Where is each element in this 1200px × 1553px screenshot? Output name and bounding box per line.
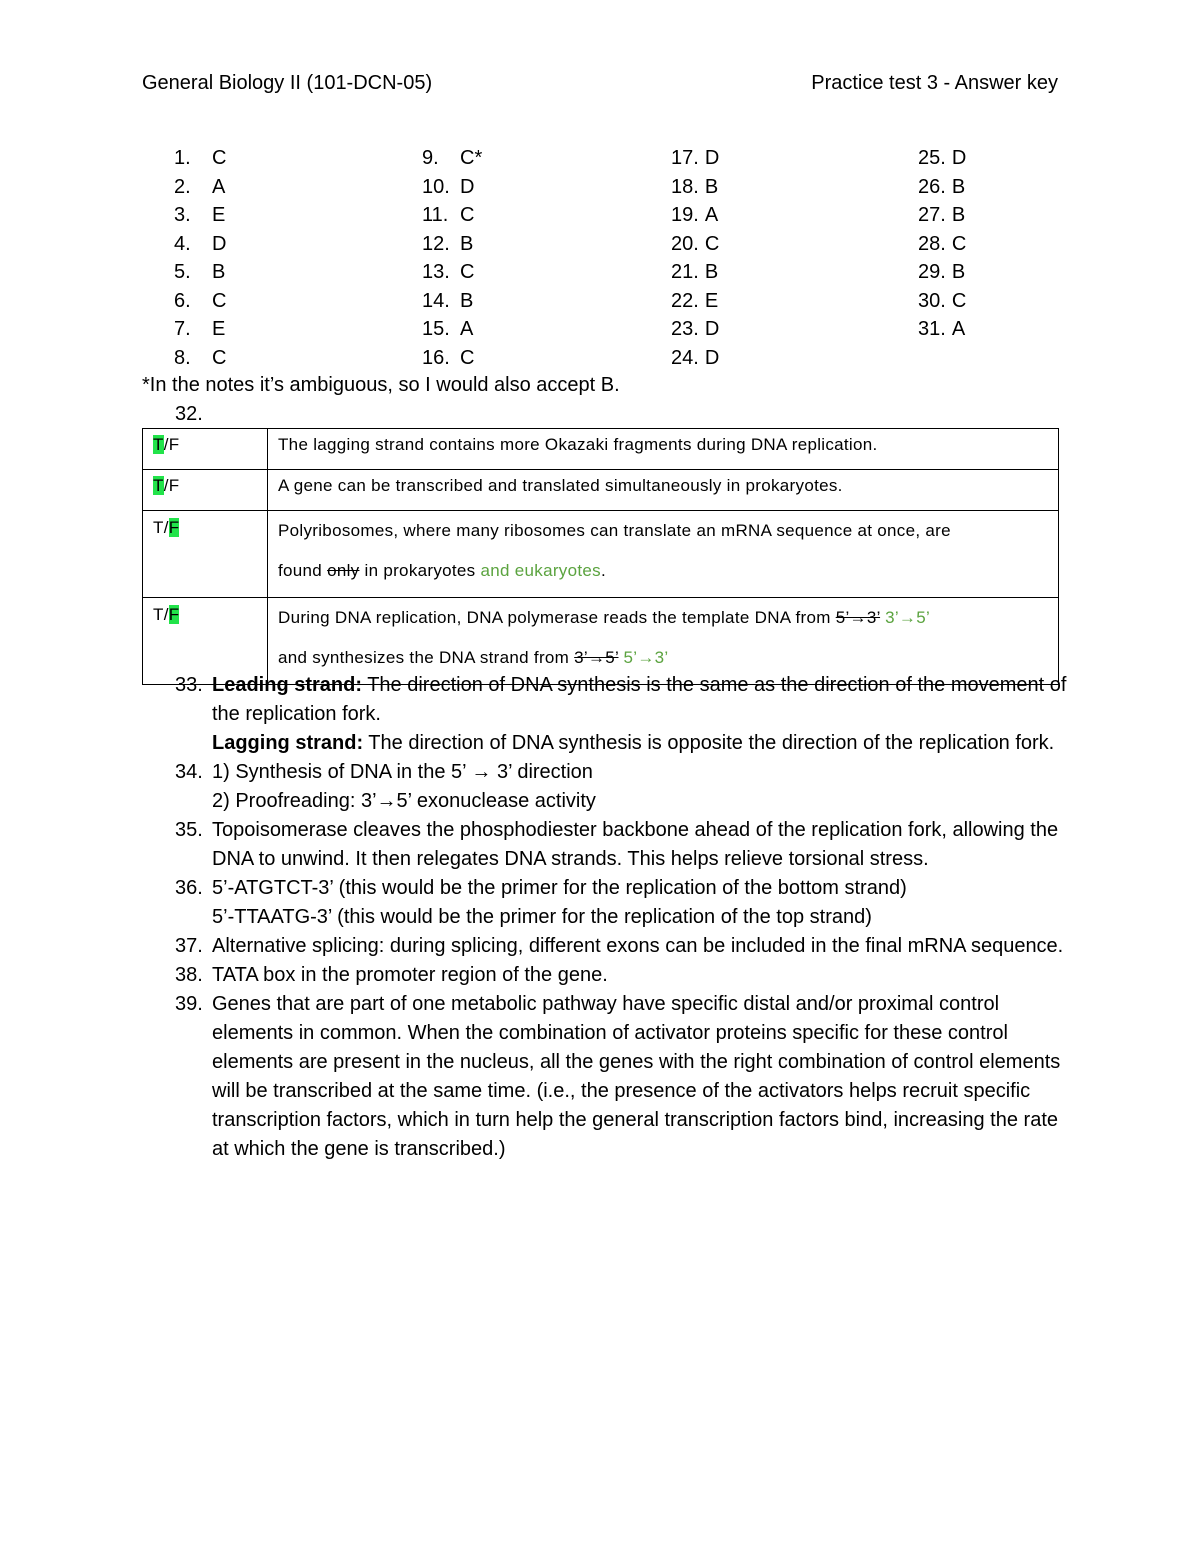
mc-question-number: 10. <box>422 175 450 198</box>
struck-text: 5’→3’ <box>835 608 881 627</box>
mc-answer <box>918 287 966 316</box>
mc-answer <box>918 258 966 287</box>
correction-text: and eukaryotes <box>480 561 601 580</box>
mc-answer-letter: B <box>460 232 474 255</box>
mc-question-number: 18. <box>671 175 699 198</box>
mc-answer <box>422 344 482 373</box>
mc-question-number: 4. <box>174 232 191 255</box>
mc-question-number: 29. <box>918 261 946 283</box>
mc-answer-letter: B <box>951 175 966 198</box>
mc-answer-letter: D <box>704 147 720 169</box>
mc-answer <box>174 258 226 287</box>
mc-answer-letter: C <box>704 232 720 255</box>
mc-answer-letter: C <box>460 204 475 226</box>
mc-answer <box>422 173 482 202</box>
mc-column-1 <box>174 144 226 372</box>
mc-answer <box>174 287 226 316</box>
mc-answer-letter: B <box>212 261 226 283</box>
tf-statement: A gene can be transcribed and translated simultaneously in prokaryotes. <box>268 470 1059 511</box>
leading-strand-label: Leading strand: <box>212 674 363 696</box>
mc-question-number: 6. <box>174 289 191 312</box>
mc-question-number: 31. <box>918 318 946 340</box>
tf-choice: T/F <box>143 511 268 598</box>
mc-question-number: 23. <box>671 318 699 340</box>
mc-answer-letter: D <box>951 147 967 169</box>
mc-answer-letter: D <box>704 318 720 340</box>
mc-column-3 <box>671 144 719 372</box>
written-answers <box>175 671 1075 1164</box>
correction-text: 5’→3’ <box>618 648 669 667</box>
mc-question-number: 27. <box>918 204 946 226</box>
mc-question-number: 7. <box>174 318 191 340</box>
tf-statement: The lagging strand contains more Okazaki fragments during DNA replication. <box>268 429 1059 470</box>
mc-answer-letter: C* <box>460 147 483 169</box>
mc-answer <box>918 315 966 344</box>
mc-answer-letter: A <box>951 318 966 340</box>
tf-row <box>143 429 1059 470</box>
answer-35: 35. Topoisomerase cleaves the phosphodiester backbone ahead of the replication fork, allowing the DNA to unwind. It then relegates DNA strands. This helps relieve torsional stress. <box>175 819 1059 870</box>
mc-question-number: 11. <box>422 204 449 226</box>
mc-answer <box>422 144 482 173</box>
mc-answer-letter: C <box>212 346 227 369</box>
mc-question-number: 30. <box>918 289 946 312</box>
mc-answer <box>422 287 482 316</box>
tf-true-selected: T <box>153 476 164 495</box>
mc-answer-letter: D <box>212 232 227 255</box>
mc-question-number: 8. <box>174 346 191 369</box>
tf-true-selected: T <box>153 435 164 454</box>
mc-answer-letter: B <box>951 261 966 283</box>
mc-question-number: 5. <box>174 261 191 283</box>
mc-answer-letter: C <box>951 289 967 312</box>
course-title: General Biology II (101-DCN-05) <box>142 72 433 94</box>
mc-question-number: 14. <box>422 289 450 312</box>
mc-answer <box>918 144 966 173</box>
mc-answer <box>671 315 719 344</box>
mc-answer <box>918 230 966 259</box>
tf-statement: Polyribosomes, where many ribosomes can translate an mRNA sequence at once, are found only in prokaryotes and eukaryotes. <box>268 511 1059 598</box>
mc-answer <box>174 230 226 259</box>
mc-answer <box>671 144 719 173</box>
mc-answer-letter: B <box>951 204 966 226</box>
mc-answer <box>174 344 226 373</box>
mc-question-number: 28. <box>918 232 946 255</box>
lagging-strand-label: Lagging strand: <box>212 732 364 754</box>
mc-question-number: 25. <box>918 147 946 169</box>
correction-text: 3’→5’ <box>880 608 931 627</box>
tf-row <box>143 511 1059 598</box>
mc-answer-letter: B <box>460 289 474 312</box>
mc-answer-letter: B <box>704 175 719 198</box>
question-32-label: 32. <box>175 403 203 425</box>
mc-answer-letter: A <box>212 175 226 198</box>
mc-answer <box>174 173 226 202</box>
mc-answer <box>918 201 966 230</box>
mc-answer <box>671 287 719 316</box>
tf-row <box>143 470 1059 511</box>
mc-question-number: 21. <box>671 261 699 283</box>
mc-column-2 <box>422 144 482 372</box>
mc-answer <box>671 201 719 230</box>
tf-choice: T/F <box>143 429 268 470</box>
mc-question-number: 24. <box>671 346 699 369</box>
mc-answer <box>918 173 966 202</box>
mc-answer-letter: E <box>704 289 719 312</box>
mc-question-number: 13. <box>422 261 450 283</box>
mc-question-number: 22. <box>671 289 699 312</box>
mc-answer <box>422 315 482 344</box>
mc-answer-letter: B <box>704 261 719 283</box>
mc-question-number: 26. <box>918 175 946 198</box>
answer-39: 39. Genes that are part of one metabolic pathway have specific distal and/or proximal control elements in common. When the combination of activator proteins specific for these control elements are present in the nucleus, all the genes with the right combination of control elements will be transcribed at the same time. (i.e., the presence of the activators helps recruit specific transcription factors, which in turn help the general transcription factors bind, increasing the rate at which the gene is transcribed.) <box>175 993 1061 1160</box>
true-false-table <box>142 428 1059 685</box>
mc-answer-letter: A <box>460 318 474 340</box>
mc-question-number: 17. <box>671 147 699 169</box>
struck-text: 3’→5’ <box>574 648 619 667</box>
mc-column-4 <box>918 144 966 344</box>
mc-answer-letter: A <box>704 204 719 226</box>
mc-question-number: 16. <box>422 346 450 369</box>
mc-question-number: 2. <box>174 175 191 198</box>
mc-answer <box>174 144 226 173</box>
mc-question-number: 9. <box>422 147 439 169</box>
mc-answer-letter: E <box>212 204 226 226</box>
mc-answer-letter: C <box>951 232 967 255</box>
mc-answer-letter: C <box>212 289 227 312</box>
mc-answer-letter: C <box>212 147 227 169</box>
answer-37: 37. Alternative splicing: during splicing, different exons can be included in the final mRNA sequence. <box>175 935 1064 957</box>
document-title: Practice test 3 - Answer key <box>811 72 1058 94</box>
mc-question-number: 1. <box>174 147 191 169</box>
answer-36: 36. 5’-ATGTCT-3’ (this would be the primer for the replication of the bottom strand) 5’-TTAATG-3’ (this would be the primer for the replication of the top strand) <box>175 877 907 928</box>
mc-answer <box>174 201 226 230</box>
mc-answer <box>422 258 482 287</box>
mc-answer-letter: D <box>704 346 720 369</box>
mc-question-number: 19. <box>671 204 699 226</box>
mc-answer <box>671 258 719 287</box>
tf-choice: T/F <box>143 598 268 685</box>
tf-false-selected: F <box>168 518 180 537</box>
answer-33: 33. Leading strand: The direction of DNA synthesis is the same as the direction of the movement of the replication fork. Lagging strand: The direction of DNA synthesis is opposite the direction of the replication fork. <box>175 674 1067 754</box>
mc-question-number: 3. <box>174 204 191 226</box>
ambiguity-note: *In the notes it’s ambiguous, so I would also accept B. <box>142 374 620 396</box>
mc-answer <box>671 173 719 202</box>
mc-answer-letter: C <box>460 261 475 283</box>
answer-34: 34. 1) Synthesis of DNA in the 5’ → 3’ direction 2) Proofreading: 3’→5’ exonuclease activity <box>175 761 596 812</box>
mc-answer <box>671 344 719 373</box>
answer-38: 38. TATA box in the promoter region of the gene. <box>175 964 608 986</box>
mc-question-number: 12. <box>422 232 450 255</box>
mc-answer-letter: E <box>212 318 226 340</box>
mc-answer <box>422 201 482 230</box>
mc-answer <box>671 230 719 259</box>
mc-question-number: 20. <box>671 232 699 255</box>
tf-choice: T/F <box>143 470 268 511</box>
mc-answer-letter: D <box>460 175 475 198</box>
mc-answer <box>422 230 482 259</box>
tf-statement: During DNA replication, DNA polymerase reads the template DNA from 5’→3’ 3’→5’ and synthesizes the DNA strand from 3’→5’ 5’→3’ <box>268 598 1059 685</box>
mc-answer-letter: C <box>460 346 475 369</box>
tf-false-selected: F <box>168 605 180 624</box>
mc-answer <box>174 315 226 344</box>
struck-text: only <box>327 561 360 580</box>
mc-question-number: 15. <box>422 318 450 340</box>
